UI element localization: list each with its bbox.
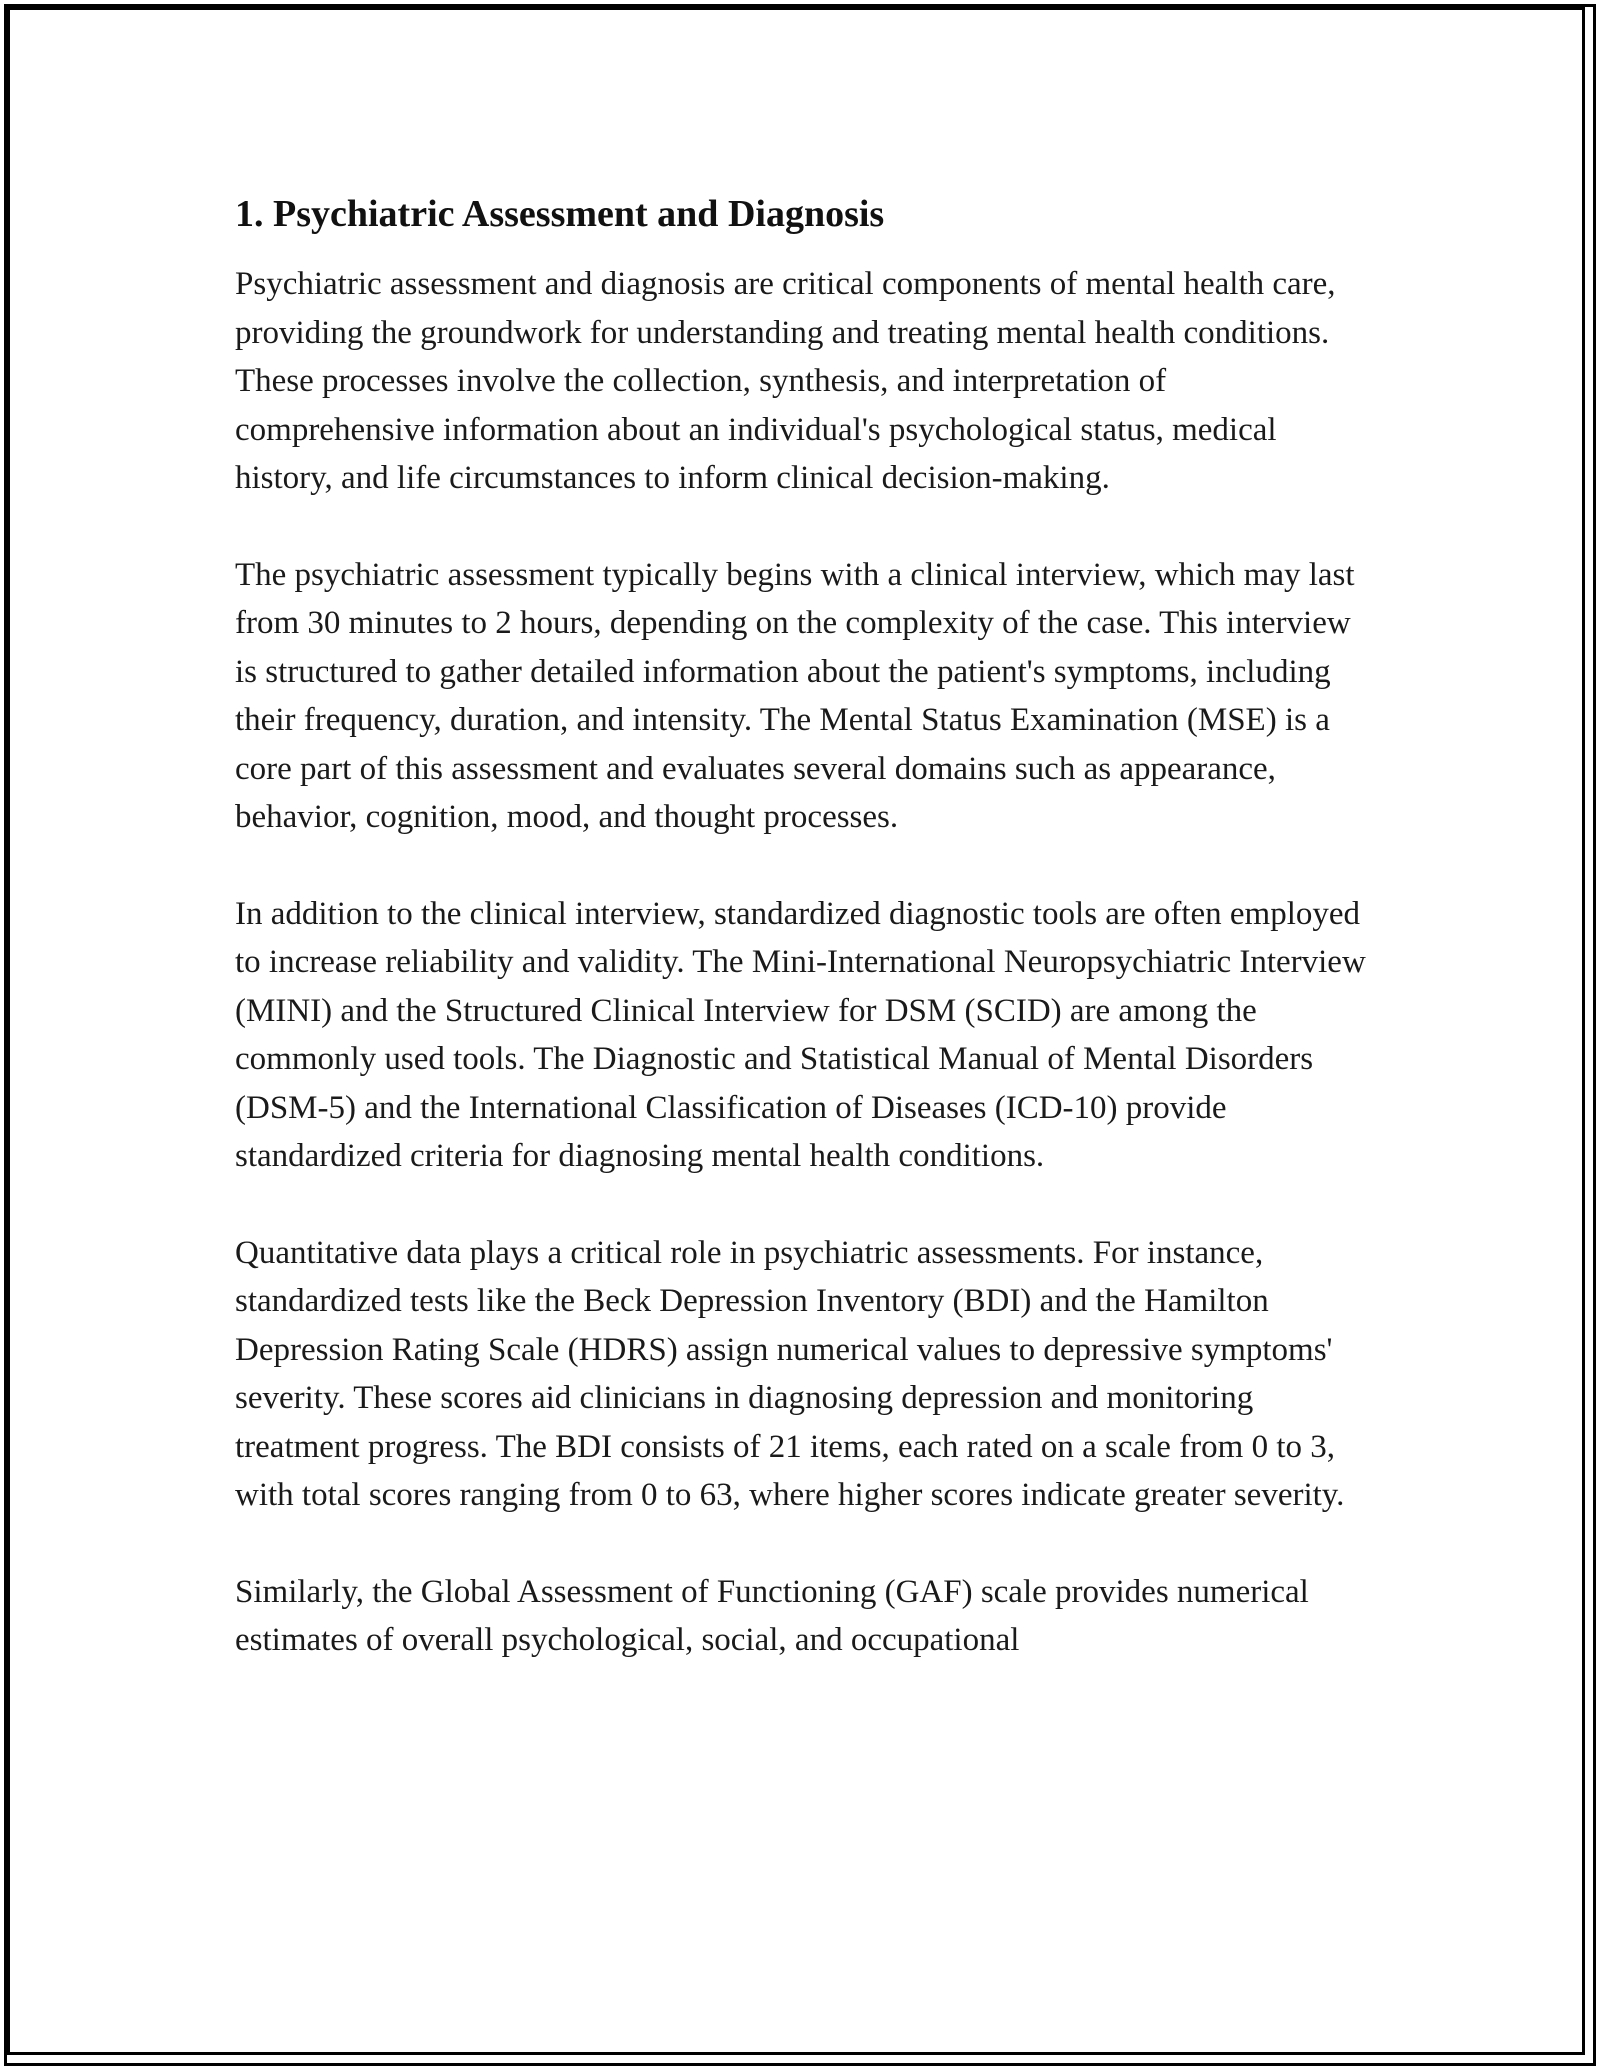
paragraph-intro: Psychiatric assessment and diagnosis are critical components of mental health care, providing the groundwork for understanding and treating mental health conditions. These processes involve the collection, synthesis, and interpretation of comprehensive information about an individual's psychological status, medical history, and life circumstances to inform clinical decision-making.: [235, 266, 1336, 496]
document-body: [235, 190, 1370, 1665]
section-heading: 1. Psychiatric Assessment and Diagnosis: [235, 193, 885, 235]
paragraph-quantitative-data: Quantitative data plays a critical role in psychiatric assessments. For instance, standardized tests like the Beck Depression Inventory (BDI) and the Hamilton Depression Rating Scale (HDRS) assign numerical values to depressive symptoms' severity. These scores aid clinicians in diagnosing depression and monitoring treatment progress. The BDI consists of 21 items, each rated on a scale from 0 to 3, with total scores ranging from 0 to 63, where higher scores indicate greater severity.: [235, 1234, 1345, 1513]
paragraph-gaf-scale: Similarly, the Global Assessment of Functioning (GAF) scale provides numerical estimates of overall psychological, social, and occupational: [235, 1573, 1309, 1658]
paragraph-clinical-interview: The psychiatric assessment typically begins with a clinical interview, which may last from 30 minutes to 2 hours, depending on the complexity of the case. This interview is structured to gather detailed information about the patient's symptoms, including their frequency, duration, and intensity. The Mental Status Examination (MSE) is a core part of this assessment and evaluates several domains such as appearance, behavior, cognition, mood, and thought processes.: [235, 556, 1355, 835]
paragraph-diagnostic-tools: In addition to the clinical interview, standardized diagnostic tools are often employed to increase reliability and validity. The Mini-International Neuropsychiatric Interview (MINI) and the Structured Clinical Interview for DSM (SCID) are among the commonly used tools. The Diagnostic and Statistical Manual of Mental Disorders (DSM-5) and the International Classification of Diseases (ICD-10) provide standardized criteria for diagnosing mental health conditions.: [235, 895, 1366, 1174]
